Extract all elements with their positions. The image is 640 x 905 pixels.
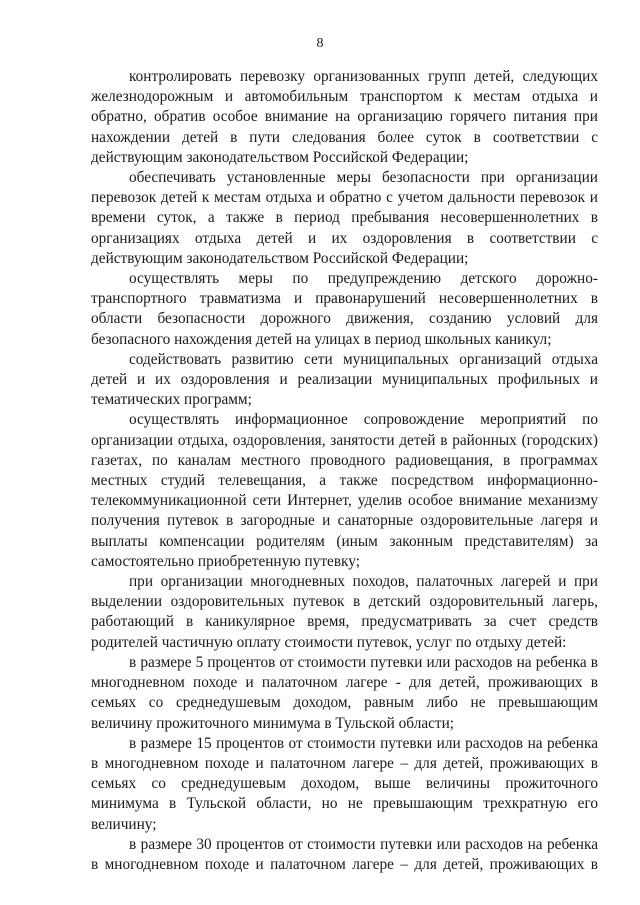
paragraph-safety-measures: обеспечивать установленные меры безопасности при организации перевозок детей к местам отдыха и обратно с учетом дальности перевозок и времени суток, а также в период пребывания несовершеннолетних в организациях отдыха детей и их оздоровления в соответствии с действующим законодательством Российской Федерации; — [91, 169, 598, 267]
paragraph-information-support: осуществлять информационное сопровождение мероприятий по организации отдыха, оздоровления, занятости детей в районных (городских) газетах, по каналам местного проводного радиовещания, в программах местных студий телевещания, а также посредством информационно-телекоммуникационной сети Интернет, уделив особое внимание механизму получения путевок в загородные и санаторные оздоровительные лагеря и выплаты компенсации родителям (иным законным представителям) за самостоятельно приобретенную путевку; — [91, 411, 598, 570]
page-number: 8 — [316, 36, 324, 51]
paragraph-rate-15-percent: в размере 15 процентов от стоимости путевки или расходов на ребенка в многодневном походе и палаточном лагере – для детей, проживающих в семьях со среднедушевым доходом, выше величины прожиточного минимума в Тульской области, но не превышающим трехкратную его величину; — [91, 734, 598, 833]
paragraph-rate-5-percent: в размере 5 процентов от стоимости путевки или расходов на ребенка в многодневном походе и палаточном лагере - для детей, проживающих в семьях со среднедушевым доходом, равным либо не превышающим величину прожиточного минимума в Тульской области; — [91, 653, 598, 732]
paragraph-road-safety: осуществлять меры по предупреждению детского дорожно-транспортного травматизма и правонарушений несовершеннолетних в области безопасности дорожного движения, созданию условий для безопасного нахождения детей на улицах в период школьных каникул; — [91, 270, 598, 348]
paragraph-rate-30-percent: в размере 30 процентов от стоимости путевки или расходов на ребенка в многодневном походе и палаточном лагере – для детей, проживающих в — [91, 835, 598, 873]
paragraph-partial-payment: при организации многодневных походов, палаточных лагерей и при выделении оздоровительных путевок в детский оздоровительный лагерь, работающий в каникулярное время, предусматривать за счет средств родителей частичную оплату стоимости путевок, услуг по отдыху детей: — [91, 573, 598, 651]
paragraph-municipal-network: содействовать развитию сети муниципальных организаций отдыха детей и их оздоровления и реализации муниципальных профильных и тематических программ; — [91, 350, 598, 409]
paragraph-transport-control: контролировать перевозку организованных групп детей, следующих железнодорожным и автомобильным транспортом к местам отдыха и обратно, обратив особое внимание на организацию горячего питания при нахождении детей в пути следования более суток в соответствии с действующим законодательством Российской Федерации; — [91, 68, 598, 166]
document-body — [91, 67, 598, 875]
